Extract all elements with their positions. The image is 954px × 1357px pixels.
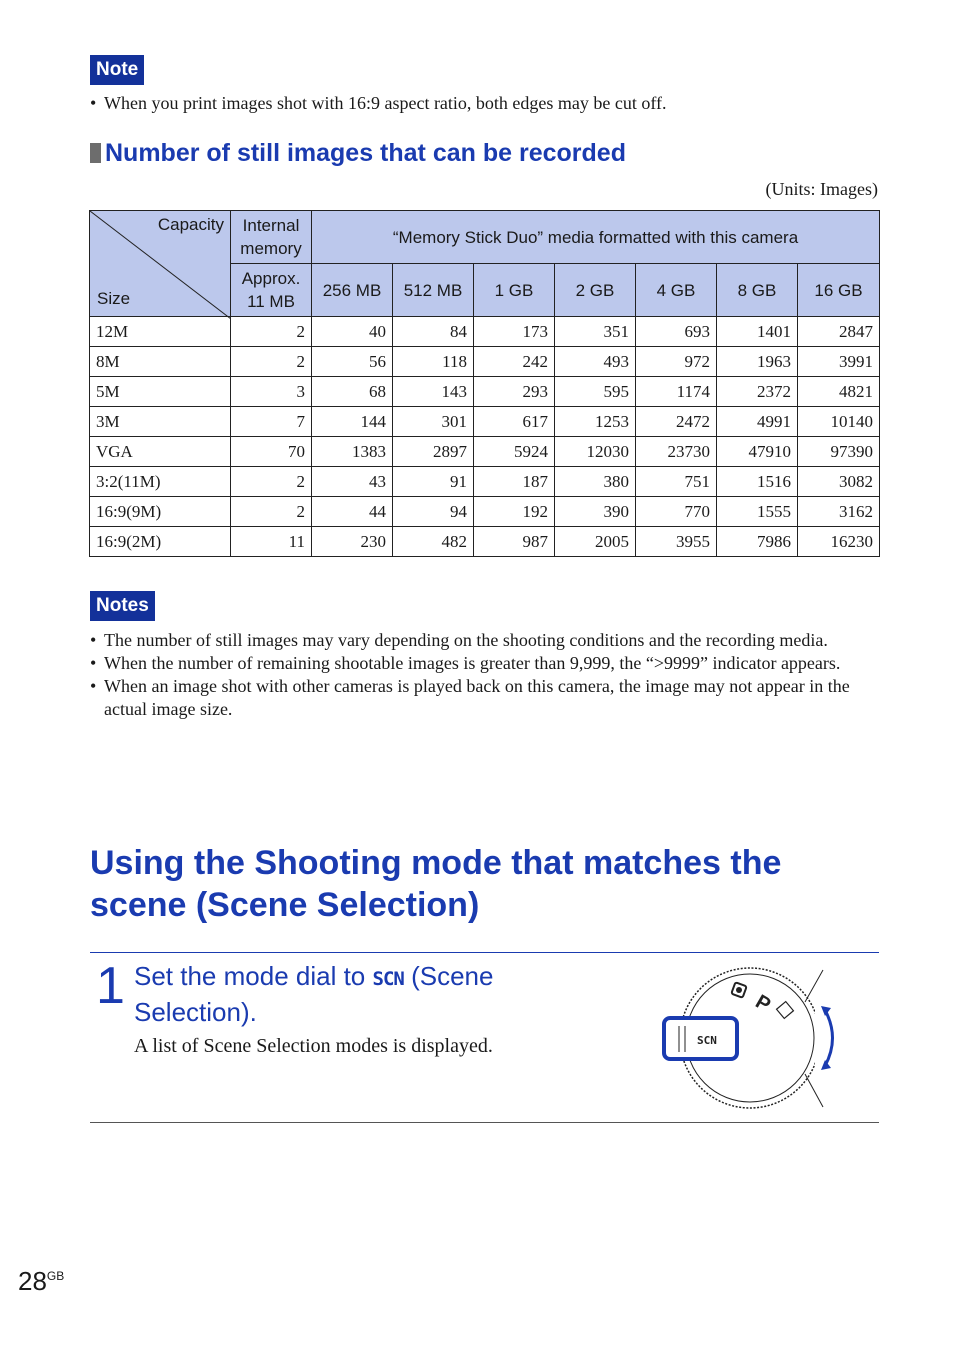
table-cell: 2372 (717, 377, 798, 407)
table-cell: 44 (312, 497, 393, 527)
column-header: 4 GB (636, 264, 717, 317)
row-size-cell: 8M (90, 347, 231, 377)
table-cell: 1174 (636, 377, 717, 407)
step-description: A list of Scene Selection modes is displayed. (134, 1035, 493, 1057)
table-cell: 144 (312, 407, 393, 437)
square-bullet-icon (90, 143, 101, 163)
main-title: Using the Shooting mode that matches the scene (Scene Selection) (90, 844, 782, 924)
capacity-table-wrap (89, 210, 880, 557)
notes-item: • When an image shot with other cameras is played back on this camera, the image may not appear in the actual image size. (90, 675, 880, 721)
table-cell: 3955 (636, 527, 717, 557)
note-label: Note (90, 55, 144, 85)
table-cell: 972 (636, 347, 717, 377)
scn-mode-icon: SCN (372, 968, 404, 990)
table-cell: 3 (231, 377, 312, 407)
table-cell: 1555 (717, 497, 798, 527)
table-cell: 751 (636, 467, 717, 497)
table-cell: 47910 (717, 437, 798, 467)
row-size-cell: 5M (90, 377, 231, 407)
column-header: 8 GB (717, 264, 798, 317)
table-cell: 16230 (798, 527, 880, 557)
table-cell: 230 (312, 527, 393, 557)
table-cell: 2 (231, 347, 312, 377)
table-cell: 2 (231, 467, 312, 497)
table-body (90, 317, 880, 557)
column-header: 16 GB (798, 264, 880, 317)
table-cell: 43 (312, 467, 393, 497)
table-cell: 1516 (717, 467, 798, 497)
section-heading (90, 139, 626, 168)
page-number-suffix: GB (46, 1269, 65, 1283)
mode-dial-illustration (655, 962, 845, 1112)
table-cell: 242 (474, 347, 555, 377)
dial-scn-label: SCN (697, 1034, 717, 1047)
internal-memory-header: Internal memory (231, 211, 312, 264)
table-row (90, 437, 880, 467)
table-cell: 2005 (555, 527, 636, 557)
table-cell: 987 (474, 527, 555, 557)
capacity-table (89, 210, 880, 557)
row-size-cell: 16:9(9M) (90, 497, 231, 527)
table-cell: 11 (231, 527, 312, 557)
table-row (90, 347, 880, 377)
row-size-cell: VGA (90, 437, 231, 467)
step-instruction (134, 960, 554, 1029)
table-cell: 3082 (798, 467, 880, 497)
note-item: • When you print images shot with 16:9 aspect ratio, both edges may be cut off. (90, 92, 880, 115)
notes-label: Notes (90, 591, 155, 621)
row-size-cell: 12M (90, 317, 231, 347)
table-cell: 91 (393, 467, 474, 497)
table-cell: 293 (474, 377, 555, 407)
table-cell: 143 (393, 377, 474, 407)
table-cell: 3991 (798, 347, 880, 377)
note-list (90, 92, 880, 115)
table-cell: 10140 (798, 407, 880, 437)
table-row (90, 377, 880, 407)
row-size-cell: 16:9(2M) (90, 527, 231, 557)
table-cell: 380 (555, 467, 636, 497)
table-cell: 5924 (474, 437, 555, 467)
table-row (90, 527, 880, 557)
dial-p-mark: P (751, 990, 775, 1017)
column-header: 512 MB (393, 264, 474, 317)
mode-dial-icon (655, 962, 845, 1112)
notes-item: • When the number of remaining shootable images is greater than 9,999, the “>9999” indicator appears. (90, 652, 880, 675)
table-row (90, 497, 880, 527)
step-instruction-post: (Scene Selection). (134, 961, 494, 1027)
table-cell: 351 (555, 317, 636, 347)
table-cell: 40 (312, 317, 393, 347)
step-number: 1 (96, 957, 125, 1015)
table-cell: 1383 (312, 437, 393, 467)
approx-header: Approx. 11 MB (231, 264, 312, 317)
table-cell: 3162 (798, 497, 880, 527)
table-cell: 493 (555, 347, 636, 377)
table-row (90, 467, 880, 497)
table-cell: 301 (393, 407, 474, 437)
notes-list (90, 629, 880, 721)
table-cell: 94 (393, 497, 474, 527)
table-cell: 7 (231, 407, 312, 437)
table-row (90, 317, 880, 347)
table-cell: 595 (555, 377, 636, 407)
notes-item: • The number of still images may vary depending on the shooting conditions and the recording media. (90, 629, 880, 652)
table-cell: 2 (231, 317, 312, 347)
memory-stick-header: “Memory Stick Duo” media formatted with this camera (312, 211, 880, 264)
table-cell: 2847 (798, 317, 880, 347)
page-number (18, 1266, 64, 1297)
table-cell: 2 (231, 497, 312, 527)
table-row (90, 407, 880, 437)
table-cell: 693 (636, 317, 717, 347)
section-title: Number of still images that can be recorded (105, 139, 626, 167)
table-cell: 97390 (798, 437, 880, 467)
corner-capacity: Capacity (157, 215, 224, 234)
table-cell: 770 (636, 497, 717, 527)
table-cell: 192 (474, 497, 555, 527)
table-cell: 68 (312, 377, 393, 407)
units-note: (Units: Images) (765, 179, 878, 199)
table-cell: 4991 (717, 407, 798, 437)
column-header: 2 GB (555, 264, 636, 317)
corner-size: Size (97, 289, 131, 308)
table-cell: 617 (474, 407, 555, 437)
corner-cell (90, 211, 231, 317)
table-cell: 84 (393, 317, 474, 347)
table-cell: 390 (555, 497, 636, 527)
table-cell: 1253 (555, 407, 636, 437)
table-cell: 7986 (717, 527, 798, 557)
table-cell: 4821 (798, 377, 880, 407)
page-number-value: 28 (18, 1266, 47, 1296)
table-cell: 173 (474, 317, 555, 347)
row-size-cell: 3M (90, 407, 231, 437)
column-header: 256 MB (312, 264, 393, 317)
table-cell: 56 (312, 347, 393, 377)
table-cell: 118 (393, 347, 474, 377)
column-header: 1 GB (474, 264, 555, 317)
table-cell: 482 (393, 527, 474, 557)
table-cell: 2897 (393, 437, 474, 467)
table-cell: 187 (474, 467, 555, 497)
title-rule (90, 952, 879, 953)
table-cell: 1401 (717, 317, 798, 347)
table-cell: 1963 (717, 347, 798, 377)
step-rule (90, 1122, 879, 1123)
table-cell: 2472 (636, 407, 717, 437)
table-cell: 70 (231, 437, 312, 467)
table-cell: 12030 (555, 437, 636, 467)
row-size-cell: 3:2(11M) (90, 467, 231, 497)
table-cell: 23730 (636, 437, 717, 467)
step-instruction-pre: Set the mode dial to (134, 961, 366, 991)
